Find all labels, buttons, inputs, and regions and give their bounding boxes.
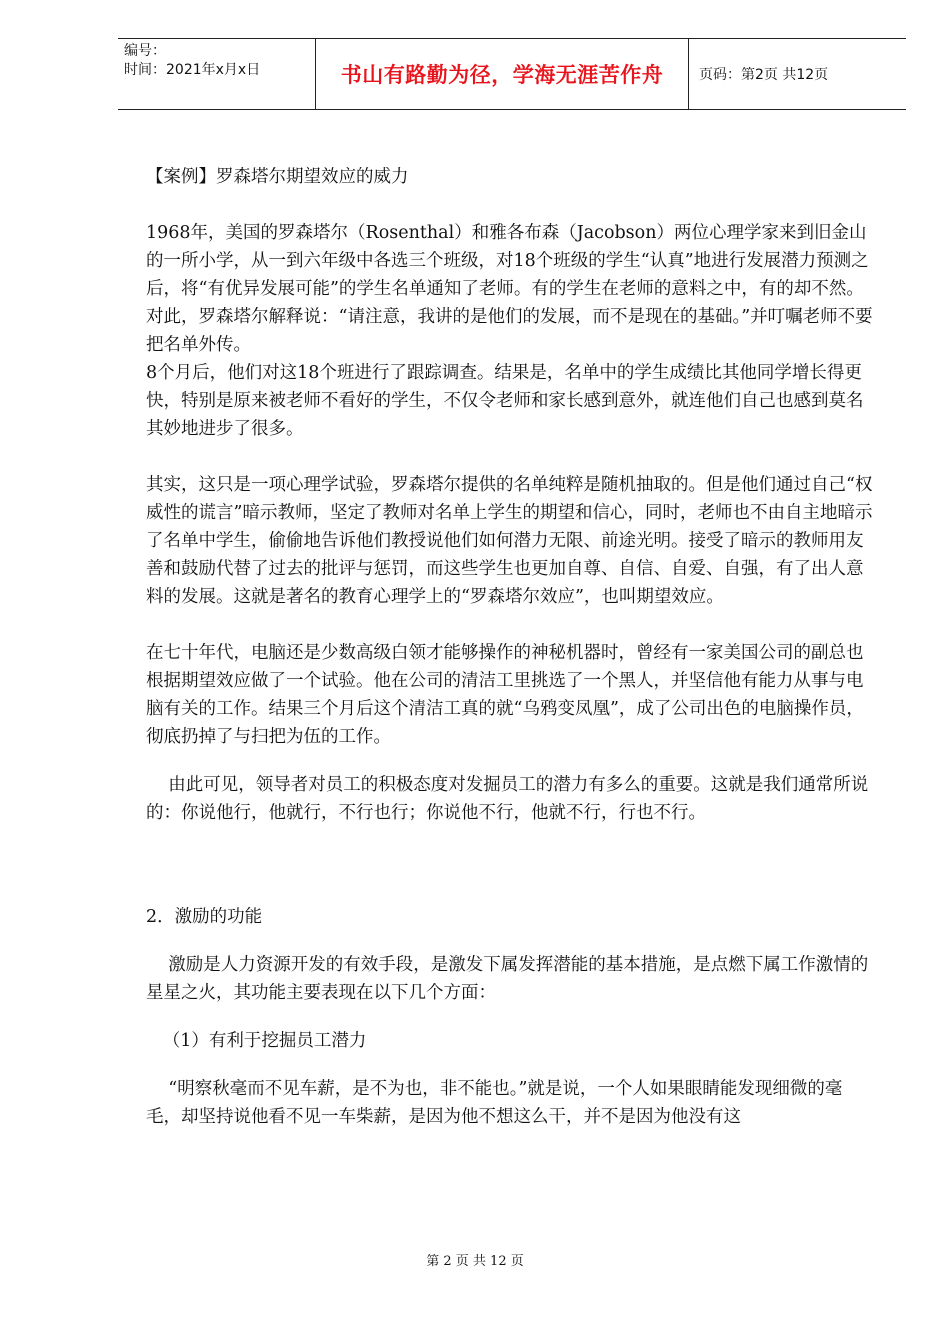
header-meta [118,39,315,109]
paragraph-6: 激励是人力资源开发的有效手段，是激发下属发挥潜能的基本措施，是点燃下属工作激情的星星之火，其功能主要表现在以下几个方面： [146,955,869,1003]
number-label: 编号： [124,43,166,59]
paragraph-1: 1968年，美国的罗森塔尔（Rosenthal）和雅各布森（Jacobson）两位心理学家来到旧金山的一所小学，从一到六年级中各选三个班级，对18个班级的学生“认真”地进行发展潜力预测之后，将“有优异发展可能”的学生名单通知了老师。有的学生在老师的意料之中，有的却不然。对此，罗森塔尔解释说：“请注意，我讲的是他们的发展，而不是现在的基础。”并叮嘱老师不要把名单外传。 [146,223,873,355]
paragraph-3: 其实，这只是一项心理学试验，罗森塔尔提供的名单纯粹是随机抽取的。但是他们通过自己“权威性的谎言”暗示教师，坚定了教师对名单上学生的期望和信心，同时，老师也不由自主地暗示了名单中学生，偷偷地告诉他们教授说他们如何潜力无限、前途光明。接受了暗示的教师用友善和鼓励代替了过去的批评与惩罚，而这些学生也更加自尊、自信、自爱、自强，有了出人意料的发展。这就是著名的教育心理学上的“罗森塔尔效应”，也叫期望效应。 [146,475,873,607]
paragraph-4: 在七十年代，电脑还是少数高级白领才能够操作的神秘机器时，曾经有一家美国公司的副总也根据期望效应做了一个试验。他在公司的清洁工里挑选了一个黑人，并坚信他有能力从事与电脑有关的工作。结果三个月后这个清洁工真的就“乌鸦变凤凰”，成了公司出色的电脑操作员，彻底扔掉了与扫把为伍的工作。 [146,643,864,747]
case-title: 【案例】罗森塔尔期望效应的威力 [146,167,409,187]
paragraph-5: 由此可见，领导者对员工的积极态度对发掘员工的潜力有多么的重要。这就是我们通常所说的：你说他行，他就行，不行也行；你说他不行，他就不行，行也不行。 [146,775,869,823]
page-footer: 第 2 页 共 12 页 [426,1254,524,1269]
paragraph-2: 8个月后，他们对这18个班进行了跟踪调查。结果是，名单中的学生成绩比其他同学增长得更快，特别是原来被老师不看好的学生，不仅令老师和家长感到意外，就连他们自己也感到莫名其妙地进步了很多。 [146,363,864,439]
document-body [146,163,874,1131]
header-page-info: 页码：第2页 共12页 [699,67,829,83]
page-header [118,38,906,110]
header-motto: 书山有路勤为径，学海无涯苦作舟 [340,63,664,87]
header-motto-cell [315,39,689,109]
paragraph-7: “明察秋毫而不见车薪，是不为也，非不能也。”就是说，一个人如果眼睛能发现细微的毫毛，却坚持说他看不见一车柴薪，是因为他不想这么干，并不是因为他没有这 [146,1079,843,1127]
subheading: （1）有利于挖掘员工潜力 [146,1031,367,1051]
section-heading: 2．激励的功能 [146,907,263,927]
time-label: 时间：2021年x月x日 [124,62,261,78]
